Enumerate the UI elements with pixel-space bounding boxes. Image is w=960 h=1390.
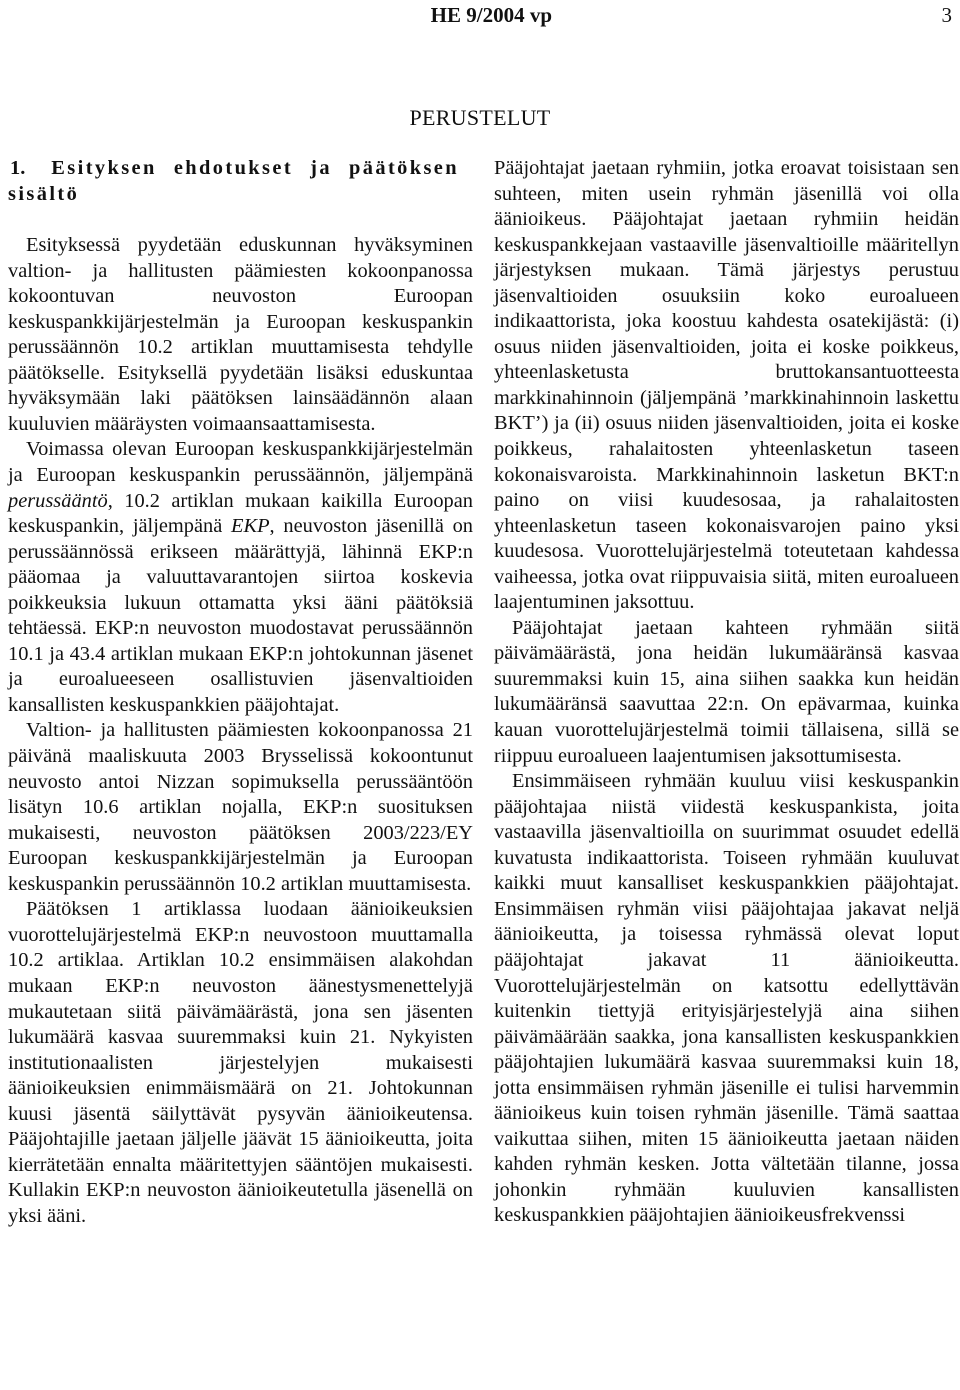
term-perussaanto: perussääntö [8,489,108,512]
left-paragraph-3: Valtion- ja hallitusten päämiesten kokoonpanossa 21 päivänä maaliskuuta 2003 Brysselissä kokoontunut neuvosto antoi Nizzan sopimuksella perussääntöön lisätyn 10.6 artiklan nojalla, EKP:n suosituksen mukaisesti, neuvoston päätöksen 2003/223/EY Euroopan keskuspankkijärjestelmän ja Euroopan keskuspankin perussäännön 10.2 artiklan muuttamisesta. [8,719,473,895]
section-title: Esityksen ehdotukset ja päätöksen sisältö [8,157,459,205]
section-heading [8,156,473,207]
right-paragraph-2: Pääjohtajat jaetaan kahteen ryhmään siitä päivämäärästä, jona heidän lukumääränsä kasvaa suuremmaksi kuin 15, aina siihen saakka kun heidän lukumääränsä saavuttaa 22:n. On epävarmaa, kuinka kauan vuorottelujärjestelmä toimii tällaisena, sillä se riippuu euroalueen laajentumisen jaksottumisesta. [494,616,959,767]
page-number: 3 [941,3,952,27]
right-paragraph-3: Ensimmäiseen ryhmään kuuluu viisi keskuspankin pääjohtajaa niistä viidestä keskuspankista, joita vastaavilla jäsenvaltioilla on suurimmat osuudet edellä kuvatusta indikaattorista. Toiseen ryhmään kuuluvat kaikki muut kansalliset keskuspankkien pääjohtajat. Ensimmäisen ryhmän viisi pääjohtajaa jakavat neljä äänioikeutta, ja toisessa ryhmässä olevat loput pääjohtajat jakavat 11 äänioikeutta. Vuorottelujärjestelmän on katsottu edellyttävän kuitenkin tiettyjä erityisjärjestelyjä aina siihen päivämäärään saakka, jona kansallisten keskuspankkien pääjohtajien lukumäärä kasvaa suuremmaksi kuin 18, jotta ensimmäisen ryhmän jäsenille ei tulisi harvemmin äänioikeus kuin toisen ryhmän jäsenille. Tämä saattaa vaikuttaa siihen, miten 15 äänioikeutta jaetaan näiden kahden ryhmän kesken. Jotta vältetään tilanne, jossa johonkin ryhmään kuuluvien kansallisten keskuspankkien pääjohtajien äänioikeusfrekvenssi [494,770,959,1227]
document-id: HE 9/2004 vp [430,3,552,27]
left-paragraph-2: Voimassa olevan Euroopan keskuspankkijärjestelmän ja Euroopan keskuspankin perussäännön, jäljempänä perussääntö, 10.2 artiklan mukaan kaikilla Euroopan keskuspankin, jäljempänä EKP, neuvoston jäsenillä on perussäännössä erikseen määrättyjä, lähinnä EKP:n pääomaa ja valuuttavarantojen siirtoa koskevia poikkeuksia lukuun ottamatta yksi ääni päätöksiä tehtäessä. EKP:n neuvoston muodostavat perussäännön 10.1 ja 43.4 artiklan mukaan EKP:n johtokunnan jäsenet ja euroalueeseen osallistuvien jäsenvaltioiden kansallisten keskuspankkien pääjohtajat. [8,438,474,716]
left-paragraph-1: Esityksessä pyydetään eduskunnan hyväksyminen valtion- ja hallitusten päämiesten kokoonpanossa kokoontuvan neuvoston Euroopan keskuspankkijärjestelmän ja Euroopan keskuspankin perussäännön 10.2 artiklan muuttamisesta tehdylle päätökselle. Esityksellä pyydetään lisäksi eduskuntaa hyväksymään laki päätöksen lainsäädännön alaan kuuluvien määräysten voimaansaattamisesta. [8,234,473,435]
left-column [8,156,473,1229]
right-column [494,156,959,1229]
right-paragraph-1: Pääjohtajat jaetaan ryhmiin, jotka eroavat toisistaan sen suhteen, miten usein ryhmän jäsenillä voi olla äänioikeus. Pääjohtajat jaetaan ryhmiin heidän keskuspankkejaan vastaaville jäsenvaltioille määritellyn järjestyksen mukaan. Tämä järjestys perustuu jäsenvaltioiden osuuksiin koko euroalueen indikaattorista, joka koostuu kahdesta osatekijästä: (i) osuus niiden jäsenvaltioiden, joita ei koske poikkeus, yhteenlasketusta bruttokansantuotteesta markkinahinnoin (jäljempänä ’markkinahinnoin laskettu BKT’) ja (ii) osuus niiden jäsenvaltioiden, joita ei koske poikkeus, rahalaitosten yhteenlasketun taseen kokonaisvaroista. Markkinahinnoin lasketun BKT:n paino on viisi kuudesosaa, ja rahalaitosten yhteenlasketun taseen kokonaisvarojen paino yksi kuudesosa. Vuorottelujärjestelmä toteutetaan kahdessa vaiheessa, jotka ovat riippuvaisia siitä, miten euroalueen laajentuminen jaksottuu. [494,157,959,614]
main-heading: PERUSTELUT [409,105,551,130]
term-ekp: EKP [231,515,270,538]
left-paragraph-4: Päätöksen 1 artiklassa luodaan äänioikeuksien vuorottelujärjestelmä EKP:n neuvostoon muuttamalla 10.2 artiklaa. Artiklan 10.2 ensimmäisen alakohdan mukaan EKP:n neuvoston äänestysmenettelyjä mukautetaan siitä päivämäärästä, jona sen jäsenten lukumäärä kasvaa suuremmaksi kuin 21. Nykyisten institutionaalisten järjestelyjen mukaisesti äänioikeuksien enimmäismäärä on 21. Johtokunnan kuusi jäsentä säilyttävät pysyvän äänioikeutensa. Pääjohtajille jaetaan jäljelle jäävät 15 äänioikeutta, joita kierrätetään ennalta määritettyjen sääntöjen mukaisesti. Kullakin EKP:n neuvoston äänioikeutetulla jäsenellä on yksi ääni. [8,898,473,1227]
section-number: 1. [10,157,26,179]
